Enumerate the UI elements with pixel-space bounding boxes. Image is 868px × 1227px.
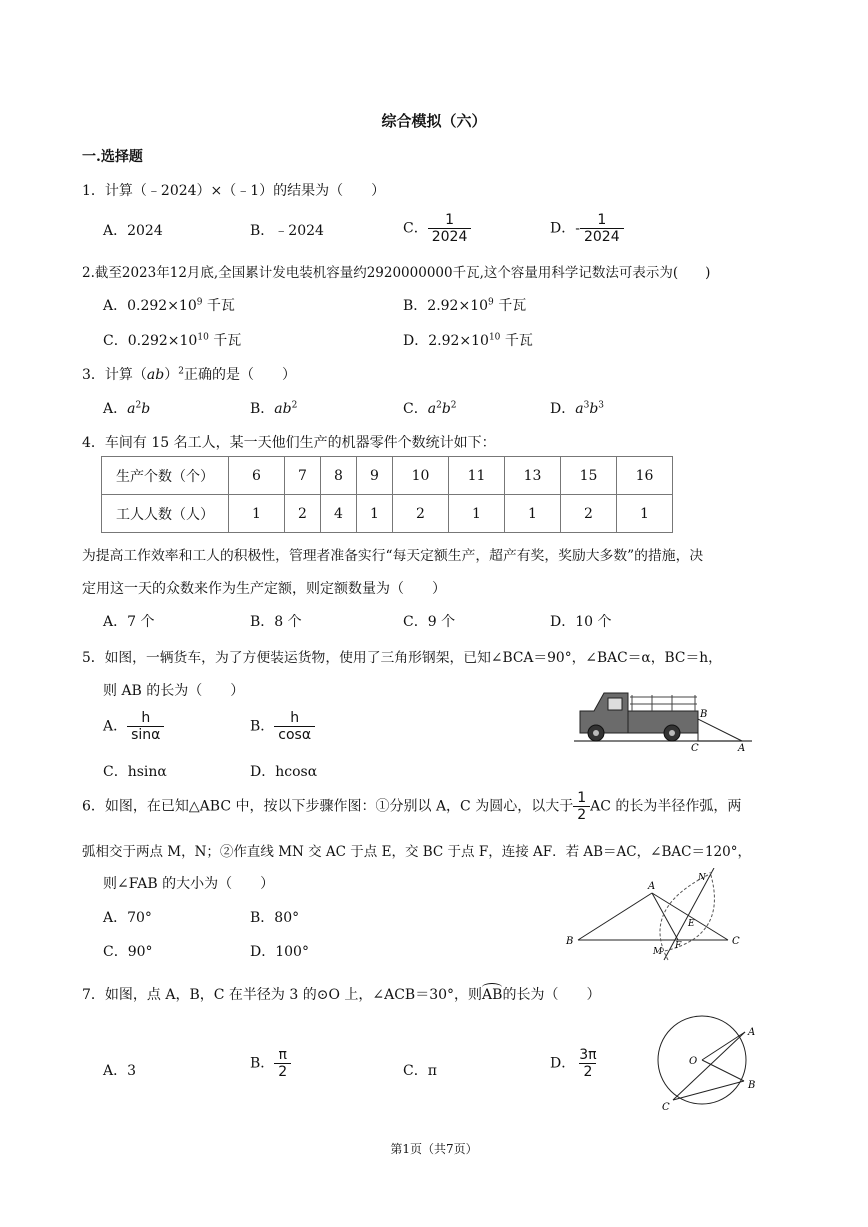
segment-af bbox=[652, 893, 678, 940]
option-label: B． bbox=[250, 401, 275, 417]
unit: 千瓦 bbox=[208, 333, 242, 349]
fraction bbox=[274, 710, 315, 743]
q6-triangle-figure bbox=[560, 868, 750, 963]
stem-text: 正确的是（ ） bbox=[183, 367, 296, 383]
numerator: π bbox=[278, 1047, 287, 1063]
page-title: 综合模拟（六） bbox=[381, 112, 487, 130]
q6-stem-line-1 bbox=[82, 790, 741, 823]
q4-option-a: A．7 个 bbox=[103, 614, 155, 630]
truck-rails bbox=[630, 695, 697, 711]
exponent: 2 bbox=[291, 400, 298, 411]
q2-option-b bbox=[403, 295, 526, 315]
exponent: 2 bbox=[178, 366, 184, 377]
q3-stem bbox=[82, 364, 296, 384]
point-label-f: F bbox=[675, 941, 682, 951]
table-cell: 6 bbox=[229, 457, 285, 495]
truck-window bbox=[608, 698, 622, 710]
table-cell: 1 bbox=[229, 495, 285, 533]
numerator: 1 bbox=[577, 790, 587, 806]
table-cell: 2 bbox=[561, 495, 617, 533]
page-footer: 第1页（共7页） bbox=[390, 1142, 478, 1156]
numerator: 1 bbox=[445, 212, 454, 228]
denominator: 2 bbox=[274, 1063, 291, 1080]
option-text: A．0.292×10 bbox=[103, 298, 197, 314]
stem-text: 6．如图，在已知△ABC 中，按以下步骤作图：①分别以 A，C 为圆心，以大于 bbox=[82, 798, 574, 815]
q4-option-b: B．8 个 bbox=[250, 614, 302, 630]
q6-option-a: A．70° bbox=[103, 910, 152, 926]
q7-option-a: A．3 bbox=[103, 1063, 137, 1079]
unit: 千瓦 bbox=[202, 298, 235, 314]
point-label-a: A bbox=[748, 1027, 756, 1038]
point-label-n: N bbox=[698, 873, 706, 883]
q1-option-a: A．2024 bbox=[103, 223, 163, 239]
option-text: D．2.92×10 bbox=[403, 333, 489, 349]
truck-bed bbox=[628, 711, 698, 733]
table-row bbox=[102, 457, 673, 495]
q2-option-c bbox=[103, 330, 241, 350]
variable: ab bbox=[274, 401, 292, 417]
q6-stem-line-2: 弧相交于两点 M，N；②作直线 MN 交 AC 于点 E，交 BC 于点 F，连接 AF．若 AB＝AC，∠BAC＝120°， bbox=[82, 844, 751, 860]
option-text: B．2.92×10 bbox=[403, 298, 489, 314]
variable: b bbox=[589, 401, 599, 417]
q2-stem: 2.截至2023年12月底,全国累计发电装机容量约2920000000千瓦,这个容量用科学记数法可表示为( ) bbox=[82, 265, 711, 281]
fraction bbox=[573, 790, 590, 823]
q5-truck-figure bbox=[572, 685, 757, 755]
q1-option-b: B．﹣2024 bbox=[250, 223, 324, 239]
option-label: D． bbox=[550, 1055, 576, 1072]
point-label-b: B bbox=[748, 1080, 756, 1091]
option-label: D． bbox=[550, 220, 576, 237]
exponent: 2 bbox=[450, 400, 457, 411]
q6-stem-line-3: 则∠FAB 的大小为（ ） bbox=[103, 876, 275, 892]
wheel-hub bbox=[593, 730, 599, 736]
q6-option-c: C．90° bbox=[103, 944, 153, 960]
q1-option-d bbox=[550, 212, 624, 245]
option-text: C．0.292×10 bbox=[103, 333, 198, 349]
option-label: A． bbox=[103, 401, 128, 417]
table-row bbox=[102, 495, 673, 533]
point-label-c: C bbox=[662, 1102, 670, 1113]
table-cell: 13 bbox=[505, 457, 561, 495]
table-cell: 2 bbox=[393, 495, 449, 533]
option-label: B． bbox=[250, 718, 275, 735]
q5-option-c: C．hsinα bbox=[103, 764, 167, 780]
q5-option-b bbox=[250, 710, 315, 743]
variable: a bbox=[575, 401, 584, 417]
table-cell: 15 bbox=[561, 457, 617, 495]
q7-option-c: C．π bbox=[403, 1063, 437, 1079]
exponent: 10 bbox=[197, 332, 209, 343]
denominator: sinα bbox=[127, 726, 164, 743]
option-label: B． bbox=[250, 1055, 275, 1072]
table-cell: 2 bbox=[285, 495, 321, 533]
unit: 千瓦 bbox=[500, 333, 533, 349]
exponent: 9 bbox=[488, 297, 494, 308]
q3-option-c bbox=[403, 398, 457, 418]
denominator: cosα bbox=[274, 726, 315, 743]
q7-option-b bbox=[250, 1047, 291, 1080]
variable: a bbox=[127, 401, 136, 417]
exponent: 2 bbox=[135, 400, 142, 411]
q6-option-d: D．100° bbox=[250, 944, 309, 960]
q2-option-a bbox=[103, 295, 235, 315]
q5-stem-line-2: 则 AB 的长为（ ） bbox=[103, 683, 245, 699]
fraction bbox=[127, 710, 164, 743]
q1-option-c bbox=[403, 212, 471, 245]
q7-stem bbox=[82, 984, 600, 1004]
variable: ab bbox=[146, 367, 165, 383]
stem-text: ） bbox=[164, 367, 179, 383]
q5-stem-line-1: 5．如图，一辆货车，为了方便装运货物，使用了三角形钢架，已知∠BCA＝90°，∠BAC＝α，BC＝h， bbox=[82, 650, 722, 666]
denominator: 2024 bbox=[580, 228, 624, 245]
stem-text: AC 的长为半径作弧，两 bbox=[590, 798, 742, 815]
arc-notation: AB bbox=[482, 987, 503, 1003]
section-heading: 一.选择题 bbox=[82, 149, 143, 165]
steel-triangle bbox=[698, 719, 742, 741]
stem-text: 7．如图，点 A，B，C 在半径为 3 的⊙O 上，∠ACB＝30°，则 bbox=[82, 987, 483, 1003]
variable: b bbox=[441, 401, 451, 417]
variable: b bbox=[141, 401, 151, 417]
exponent: 3 bbox=[583, 400, 590, 411]
exponent: 10 bbox=[488, 332, 501, 343]
q4-stem: 4．车间有 15 名工人，某一天他们生产的机器零件个数统计如下： bbox=[82, 435, 496, 451]
fraction bbox=[274, 1047, 291, 1080]
point-label-c: C bbox=[691, 743, 699, 754]
q4-paragraph-2: 定用这一天的众数来作为生产定额，则定额数量为（ ） bbox=[82, 581, 446, 597]
point-label-a: A bbox=[738, 743, 746, 754]
point-label-e: E bbox=[688, 919, 695, 929]
unit: 千瓦 bbox=[493, 298, 527, 314]
table-cell: 1 bbox=[449, 495, 505, 533]
point-label-c: C bbox=[732, 936, 740, 947]
option-label: C． bbox=[403, 220, 428, 237]
exponent: 3 bbox=[598, 400, 605, 411]
side-ab bbox=[578, 893, 652, 940]
q4-table bbox=[101, 456, 673, 533]
stem-text: 的长为（ ） bbox=[502, 987, 601, 1003]
option-label: C． bbox=[403, 401, 428, 417]
table-cell: 8 bbox=[321, 457, 357, 495]
table-cell: 1 bbox=[357, 495, 393, 533]
table-cell: 生产个数（个） bbox=[102, 457, 229, 495]
q7-option-d bbox=[550, 1047, 601, 1080]
table-cell: 7 bbox=[285, 457, 321, 495]
q4-option-d: D．10 个 bbox=[550, 614, 612, 630]
table-cell: 11 bbox=[449, 457, 505, 495]
q7-circle-figure bbox=[648, 1015, 763, 1115]
q1-stem: 1．计算（﹣2024）×（﹣1）的结果为（ ） bbox=[82, 183, 386, 199]
point-label-o: O bbox=[689, 1056, 698, 1067]
point-label-b: B bbox=[566, 936, 574, 947]
exponent: 9 bbox=[196, 297, 203, 308]
table-cell: 10 bbox=[393, 457, 449, 495]
variable: a bbox=[427, 401, 437, 417]
table-cell: 工人人数（人） bbox=[102, 495, 229, 533]
option-label: D． bbox=[550, 401, 576, 417]
fraction bbox=[575, 1047, 600, 1080]
numerator: 3π bbox=[579, 1047, 597, 1063]
q2-option-d bbox=[403, 330, 533, 350]
radius-oa bbox=[702, 1032, 745, 1060]
numerator: h bbox=[141, 710, 151, 726]
numerator: h bbox=[290, 710, 300, 726]
exponent: 2 bbox=[436, 400, 442, 411]
table-cell: 1 bbox=[505, 495, 561, 533]
point-label-b: B bbox=[700, 709, 708, 720]
table-cell: 1 bbox=[617, 495, 673, 533]
arc-from-c bbox=[660, 874, 710, 960]
table-cell: 9 bbox=[357, 457, 393, 495]
denominator: 2 bbox=[579, 1063, 596, 1080]
side-ac bbox=[652, 893, 728, 940]
q4-paragraph-1: 为提高工作效率和工人的积极性，管理者准备实行“每天定额生产，超产有奖，奖励大多数”的措施，决 bbox=[82, 548, 704, 564]
point-label-a: A bbox=[648, 881, 656, 892]
fraction bbox=[580, 212, 624, 245]
radius-ob bbox=[702, 1060, 744, 1081]
q4-option-c: C．9 个 bbox=[403, 614, 456, 630]
minus-sign: - bbox=[575, 220, 580, 237]
q5-option-d: D．hcosα bbox=[250, 764, 318, 780]
q3-option-a bbox=[103, 398, 150, 418]
q3-option-d bbox=[550, 398, 604, 418]
stem-text: 3．计算（ bbox=[82, 367, 147, 383]
q5-option-a bbox=[103, 710, 164, 743]
q3-option-b bbox=[250, 398, 297, 418]
denominator: 2 bbox=[573, 806, 590, 823]
fraction bbox=[428, 212, 472, 245]
q6-option-b: B．80° bbox=[250, 910, 300, 926]
option-label: A． bbox=[103, 718, 128, 735]
numerator: 1 bbox=[597, 212, 607, 228]
line-mn bbox=[664, 868, 714, 960]
table-cell: 16 bbox=[617, 457, 673, 495]
table-cell: 4 bbox=[321, 495, 357, 533]
denominator: 2024 bbox=[428, 228, 472, 245]
point-label-m: M bbox=[653, 947, 663, 957]
wheel-hub bbox=[669, 730, 675, 736]
